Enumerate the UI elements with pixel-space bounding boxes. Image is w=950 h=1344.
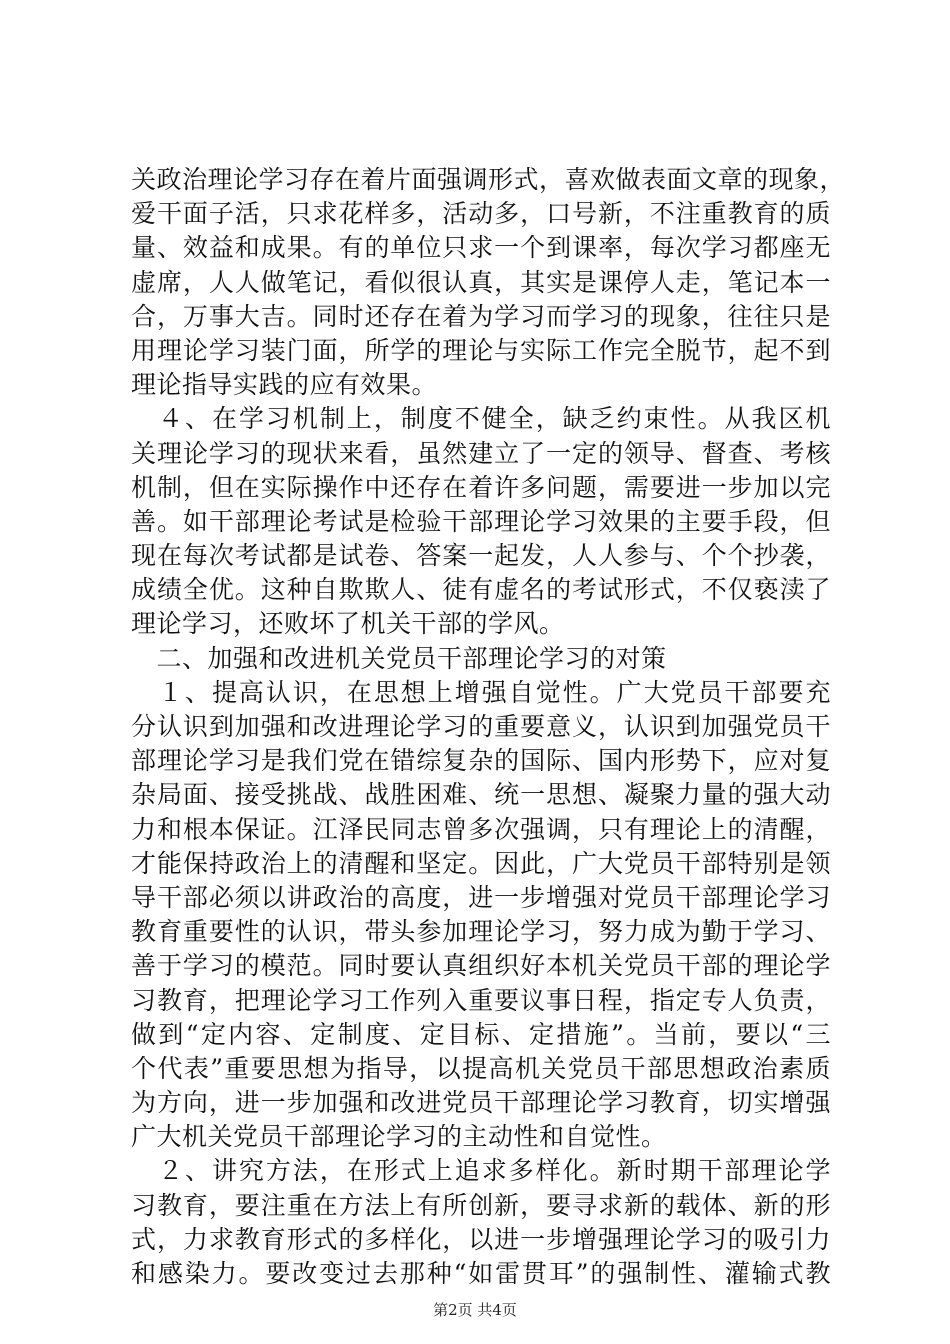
text-line: 二、加强和改进机关党员干部理论学习的对策 bbox=[131, 643, 667, 673]
text-line: 为方向，进一步加强和改进党员干部理论学习教育，切实增强 bbox=[131, 1088, 831, 1118]
text-line: 量、效益和成果。有的单位只求一个到课率，每次学习都座无 bbox=[131, 233, 831, 263]
text-line: 理论指导实践的应有效果。 bbox=[131, 370, 438, 400]
text-line: 善于学习的模范。同时要认真组织好本机关党员干部的理论学 bbox=[131, 951, 831, 981]
text-line: 关政治理论学习存在着片面强调形式，喜欢做表面文章的现象， bbox=[131, 165, 846, 194]
text-line: 部理论学习是我们党在错综复杂的国际、国内形势下，应对复 bbox=[131, 746, 831, 776]
text-line: 式，力求教育形式的多样化，以进一步增强理论学习的吸引力 bbox=[131, 1224, 831, 1254]
text-line: 导干部必须以讲政治的高度，进一步增强对党员干部理论学习 bbox=[131, 882, 831, 912]
text-line: 理论学习，还败坏了机关干部的学风。 bbox=[131, 609, 565, 639]
text-line: 教育重要性的认识，带头参加理论学习，努力成为勤于学习、 bbox=[131, 917, 831, 947]
text-line: 习教育，把理论学习工作列入重要议事日程，指定专人负责， bbox=[131, 985, 831, 1015]
text-line: 分认识到加强和改进理论学习的重要意义，认识到加强党员干 bbox=[131, 712, 831, 741]
text-line: ２、讲究方法，在形式上追求多样化。新时期干部理论学 bbox=[131, 1156, 831, 1186]
text-line: 现在每次考试都是试卷、答案一起发，人人参与、个个抄袭， bbox=[131, 541, 831, 571]
text-line: 杂局面、接受挑战、战胜困难、统一思想、凝聚力量的强大动 bbox=[131, 780, 831, 810]
text-line: 爱干面子活，只求花样多，活动多，口号新，不注重教育的质 bbox=[131, 199, 831, 229]
text-line: 广大机关党员干部理论学习的主动性和自觉性。 bbox=[131, 1122, 667, 1152]
text-line: ４、在学习机制上，制度不健全，缺乏约束性。从我区机 bbox=[131, 404, 831, 434]
text-line: 用理论学习装门面，所学的理论与实际工作完全脱节，起不到 bbox=[131, 335, 831, 365]
text-line: 做到“定内容、定制度、定目标、定措施”。当前，要以“三 bbox=[131, 1019, 831, 1049]
text-line: 成绩全优。这种自欺欺人、徒有虚名的考试形式，不仅亵渎了 bbox=[131, 575, 831, 605]
page-footer: 第2页 共4页 bbox=[433, 1301, 517, 1319]
document-body bbox=[131, 163, 846, 1291]
text-line: 关理论学习的现状来看，虽然建立了一定的领导、督查、考核 bbox=[131, 438, 831, 468]
text-line: 虚席，人人做笔记，看似很认真，其实是课停人走，笔记本一 bbox=[131, 267, 831, 297]
text-line: 合，万事大吉。同时还存在着为学习而学习的现象，往往只是 bbox=[131, 301, 831, 331]
text-line: 习教育，要注重在方法上有所创新，要寻求新的载体、新的形 bbox=[131, 1190, 831, 1220]
text-line: 个代表”重要思想为指导，以提高机关党员干部思想政治素质 bbox=[131, 1053, 831, 1083]
text-line: 和感染力。要改变过去那种“如雷贯耳”的强制性、灌输式教 bbox=[131, 1259, 831, 1288]
text-line: 机制，但在实际操作中还存在着许多问题，需要进一步加以完 bbox=[131, 472, 831, 502]
text-line: １、提高认识，在思想上增强自觉性。广大党员干部要充 bbox=[131, 677, 831, 707]
text-line: 才能保持政治上的清醒和坚定。因此，广大党员干部特别是领 bbox=[131, 848, 831, 878]
text-line: 善。如干部理论考试是检验干部理论学习效果的主要手段，但 bbox=[131, 506, 831, 536]
text-line: 力和根本保证。江泽民同志曾多次强调，只有理论上的清醒， bbox=[131, 814, 831, 844]
